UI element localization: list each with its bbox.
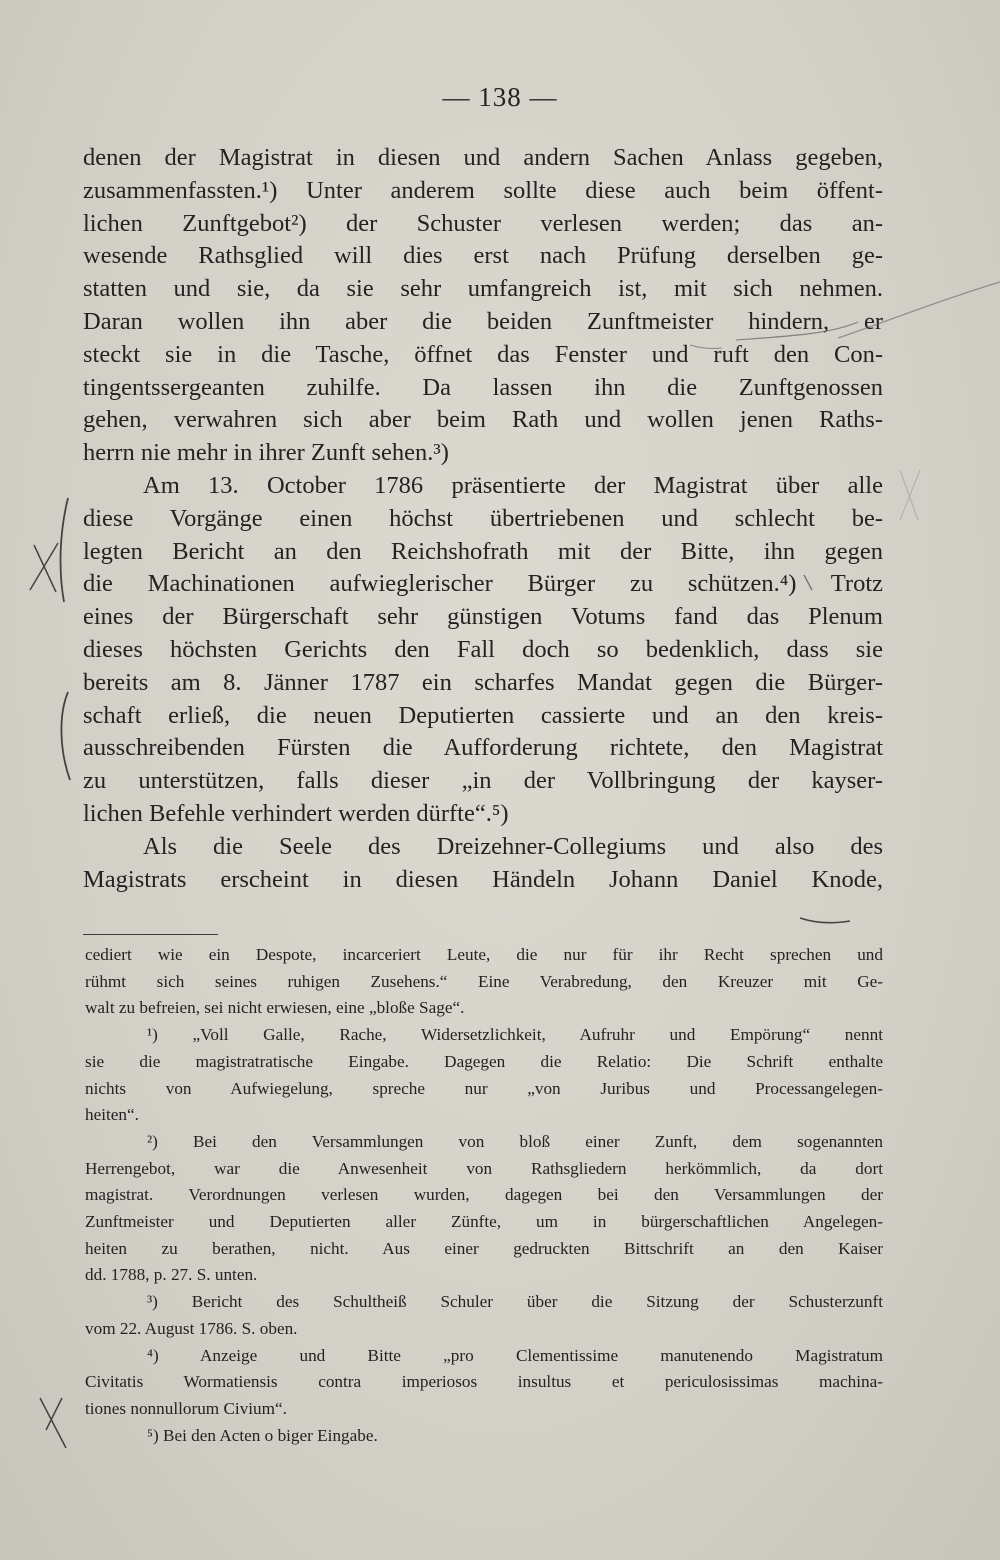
text-line: denen der Magistrat in diesen und andern Sachen Anlass gegeben, xyxy=(83,144,883,171)
text-line: zusammenfassten.¹) Unter anderem sollte diese auch beim öffent- xyxy=(83,176,883,204)
text-line: lichen Befehle verhindert werden dürfte“.⁵) xyxy=(83,799,509,827)
text-line: Am 13. October 1786 präsentierte der Magistrat über alle xyxy=(143,471,883,499)
footnote-line: magistrat. Verordnungen verlesen wurden, dagegen bei den Versammlungen der xyxy=(85,1185,883,1205)
footnote-line: cediert wie ein Despote, incarceriert Leute, die nur für ihr Recht sprechen und xyxy=(85,945,883,964)
text-line: Als die Seele des Dreizehner-Collegiums und also des xyxy=(143,832,883,860)
text-line: zu unterstützen, falls dieser „in der Vollbringung der kayser- xyxy=(83,767,883,795)
text-line: steckt sie in die Tasche, öffnet das Fenster und ruft den Con- xyxy=(83,340,883,368)
footnote-line: rühmt sich seines ruhigen Zusehens.“ Eine Verabredung, den Kreuzer mit Ge- xyxy=(85,971,883,991)
text-line: Daran wollen ihn aber die beiden Zunftmeister hindern, er xyxy=(83,307,883,335)
footnote-line: tiones nonnullorum Civium“. xyxy=(85,1398,287,1418)
footnote-5: ⁵) Bei den Acten o biger Eingabe. xyxy=(147,1425,378,1445)
text-line: dieses höchsten Gerichts den Fall doch so bedenklich, dass sie xyxy=(83,635,883,663)
footnote-line: dd. 1788, p. 27. S. unten. xyxy=(85,1265,258,1285)
footnote-2: ²) Bei den Versammlungen von bloß einer Zunft, dem sogenannten xyxy=(147,1131,883,1151)
text-line: die Machinationen aufwieglerischer Bürger zu schützen.⁴) Trotz xyxy=(83,570,883,598)
text-line: lichen Zunftgebot²) der Schuster verlesen werden; das an- xyxy=(83,209,883,237)
page-number: — 138 — xyxy=(442,82,558,112)
paragraph-1 xyxy=(83,142,883,470)
text-line: wesende Rathsglied will dies erst nach Prüfung derselben ge- xyxy=(83,242,883,270)
footnotes xyxy=(85,942,883,1449)
text-line: ausschreibenden Fürsten die Aufforderung richtete, den Magistrat xyxy=(83,734,883,762)
pencil-stroke xyxy=(61,692,70,780)
footnote-line: walt zu befreien, sei nicht erwiesen, eine „bloße Sage“. xyxy=(85,998,465,1018)
text-line: statten und sie, da sie sehr umfangreich ist, mit sich nehmen. xyxy=(83,275,883,303)
pencil-stroke xyxy=(800,918,850,923)
text-line: bereits am 8. Jänner 1787 ein scharfes Mandat gegen die Bürger- xyxy=(83,668,883,696)
footnote-line: Civitatis Wormatiensis contra imperiosos insultus et periculosissimas machina- xyxy=(85,1372,883,1392)
main-text xyxy=(83,142,883,896)
text-line: schaft erließ, die neuen Deputierten cassierte und an den kreis- xyxy=(83,701,883,729)
paragraph-3 xyxy=(83,831,883,897)
footnote-line: Herrengebot, war die Anwesenheit von Rathsgliedern herkömmlich, da dort xyxy=(85,1158,883,1178)
footnote-line: vom 22. August 1786. S. oben. xyxy=(85,1318,298,1338)
text-line: gehen, verwahren sich aber beim Rath und wollen jenen Raths- xyxy=(83,406,883,434)
text-line: herrn nie mehr in ihrer Zunft sehen.³) xyxy=(83,439,449,467)
text-line: diese Vorgänge einen höchst übertriebenen und schlecht be- xyxy=(83,504,883,532)
pencil-stroke xyxy=(30,543,58,592)
text-line: tingentssergeanten zuhilfe. Da lassen ihn die Zunftgenossen xyxy=(83,373,883,401)
footnote-4: ⁴) Anzeige und Bitte „pro Clementissime manutenendo Magistratum xyxy=(147,1345,883,1365)
footnote-separator xyxy=(83,934,218,935)
footnote-line: heiten zu berathen, nicht. Aus einer gedruckten Bittschrift an den Kaiser xyxy=(85,1238,883,1258)
footnote-line: sie die magistratratische Eingabe. Dagegen die Relatio: Die Schrift enthalte xyxy=(85,1051,883,1071)
footnote-3: ³) Bericht des Schultheiß Schuler über die Sitzung der Schusterzunft xyxy=(147,1292,883,1312)
footnote-line: nichts von Aufwiegelung, spreche nur „von Juribus und Processangelegen- xyxy=(85,1078,883,1098)
paragraph-2 xyxy=(83,470,883,831)
text-line: legten Bericht an den Reichshofrath mit der Bitte, ihn gegen xyxy=(83,537,883,565)
footnote-1: ¹) „Voll Galle, Rache, Widersetzlichkeit, Aufruhr und Empörung“ nennt xyxy=(147,1025,883,1045)
footnote-line: heiten“. xyxy=(85,1105,139,1125)
pencil-stroke xyxy=(61,498,68,602)
footnote-line: Zunftmeister und Deputierten aller Zünfte, um in bürgerschaftlichen Angelegen- xyxy=(85,1212,883,1232)
pencil-stroke xyxy=(40,1398,66,1448)
text-line: Magistrats erscheint in diesen Händeln Johann Daniel Knode, xyxy=(83,865,883,893)
text-line: eines der Bürgerschaft sehr günstigen Votums fand das Plenum xyxy=(83,603,883,631)
pencil-stroke xyxy=(900,470,920,520)
